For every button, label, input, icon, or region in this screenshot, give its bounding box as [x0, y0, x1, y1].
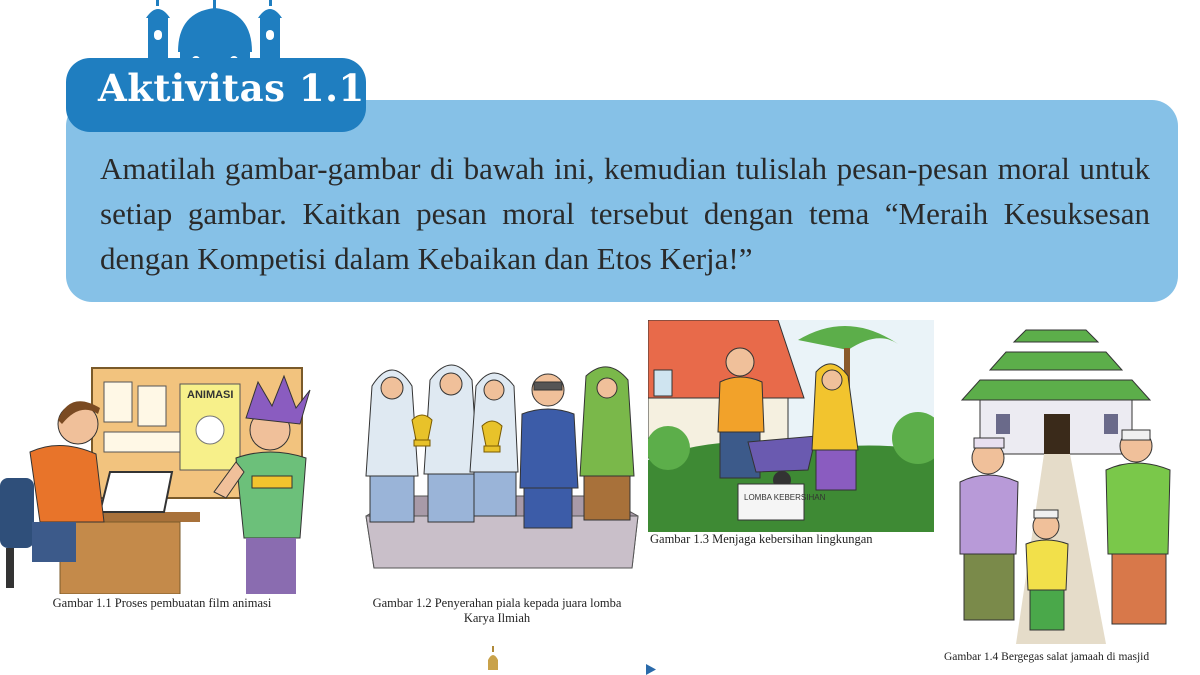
figure-1-1-caption: Gambar 1.1 Proses pembuatan film animasi [52, 596, 272, 610]
figure-1-1-illustration [0, 362, 330, 594]
figure-1-2-caption: Gambar 1.2 Penyerahan piala kepada juara lomba Karya Ilmiah [372, 596, 622, 625]
animasi-poster-text: ANIMASI [187, 389, 234, 401]
figure-1-4-caption: Gambar 1.4 Bergegas salat jamaah di masjid [944, 651, 1150, 663]
lomba-sign-text: LOMBA KEBERSIHAN [744, 493, 826, 502]
page-ornament-icon [486, 646, 500, 672]
figure-1-4-illustration [936, 318, 1186, 644]
figure-1-2-illustration [352, 356, 652, 588]
figure-1-3-illustration [648, 320, 934, 532]
activity-instruction: Amatilah gambar-gambar di bawah ini, kemudian tulislah pesan-pesan moral untuk setiap gambar. Kaitkan pesan moral tersebut dengan tema “Meraih Kesuksesan dengan Kompetisi dalam Kebaikan dan Etos Kerja!” [100, 151, 1150, 276]
page-arrow-icon [646, 664, 656, 675]
activity-title: Aktivitas 1.1 [98, 66, 365, 110]
figure-1-3-caption: Gambar 1.3 Menjaga kebersihan lingkungan [650, 532, 873, 546]
